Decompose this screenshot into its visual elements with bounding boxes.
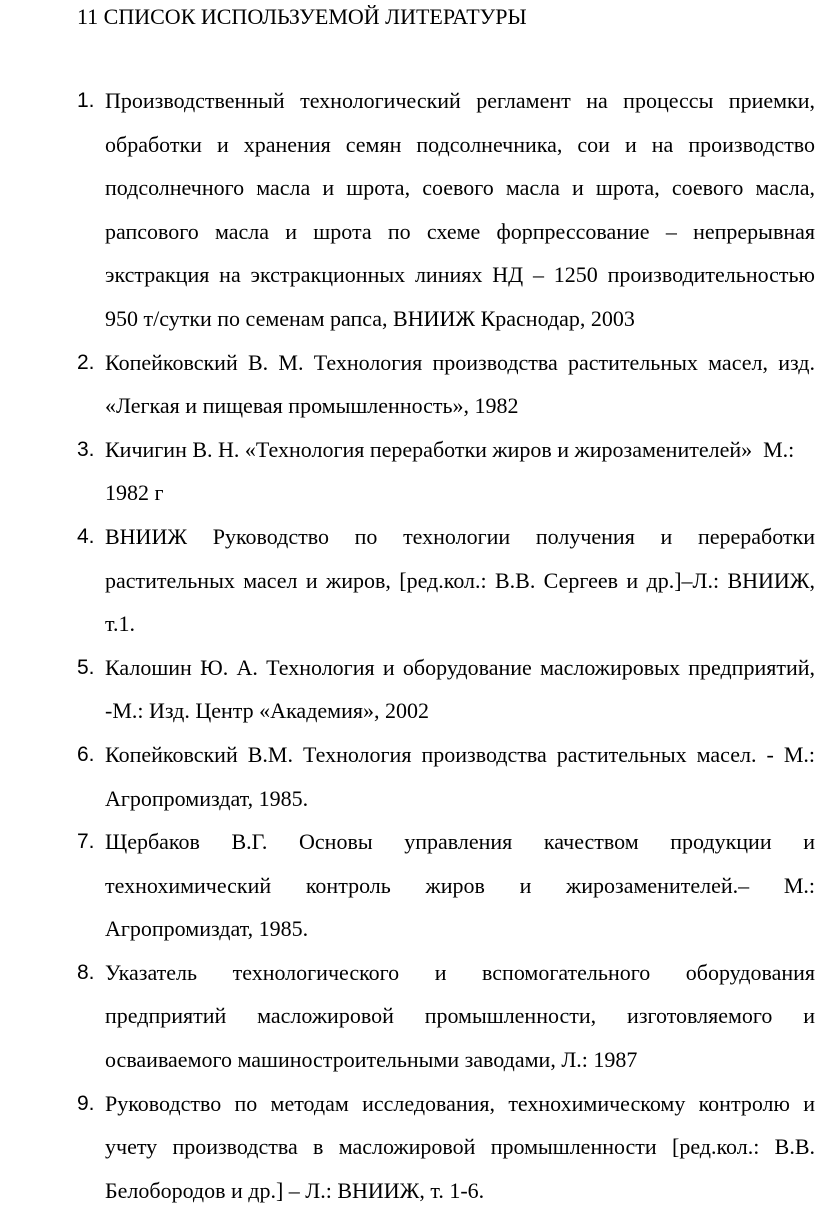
reference-item [77,341,815,428]
reference-number: 2. [77,350,95,374]
reference-item [77,733,815,820]
reference-text: ВНИИЖ Руководство по технологии получения и переработки растительных масел и жиров, [ред.кол.: В.В. Сергеев и др.]–Л.: ВНИИЖ, т.1. [105,523,815,637]
reference-number: 7. [77,830,95,854]
reference-text: Указатель технологического и вспомогательного оборудования предприятий масложировой промышленности, изготовляемого и осваиваемого машиностроительными заводами, Л.: 1987 [105,959,815,1073]
reference-number: 1. [77,89,95,112]
reference-number: 9. [77,1091,95,1115]
reference-number: 6. [77,742,95,766]
reference-number: 8. [77,960,95,984]
reference-text: Копейковский В.М. Технология производства растительных масел. - М.: Агропромиздат, 1985. [105,741,815,811]
reference-item [77,951,815,1082]
reference-text: Кичигин В. Н. «Технология переработки жиров и жирозаменителей» М.: 1982 г [105,436,806,506]
page-title: 11 СПИСОК ИСПОЛЬЗУЕМОЙ ЛИТЕРАТУРЫ [77,4,527,29]
reference-text: Копейковский В. М. Технология производства растительных масел, изд. «Легкая и пищевая промышленность», 1982 [105,349,815,419]
reference-item [77,1082,815,1213]
reference-text: Щербаков В.Г. Основы управления качеством продукции и технохимический контроль жиров и жирозаменителей.– М.: Агропромиздат, 1985. [105,829,815,942]
reference-item [77,79,815,341]
reference-list [77,79,815,1212]
reference-number: 5. [77,655,95,679]
reference-number: 4. [77,524,95,548]
reference-item [77,515,815,646]
reference-text: Калошин Ю. А. Технология и оборудование масложировых предприятий, -М.: Изд. Центр «Академия», 2002 [105,654,815,724]
reference-text: Производственный технологический регламент на процессы приемки, обработки и хранения семян подсолнечника, сои и на производство подсолнечного масла и шрота, соевого масла и шрота, соевого масла, рапсового масла и шрота по схеме форпрессование – непрерывная экстракция на экстракционных линиях НД – 1250 производительностью 950 т/сутки по семенам рапса, ВНИИЖ Краснодар, 2003 [105,88,815,331]
reference-text: Руководство по методам исследования, технохимическому контролю и учету производства в масложировой промышленности [ред.кол.: В.В. Белобородов и др.] – Л.: ВНИИЖ, т. 1-6. [105,1090,815,1203]
reference-item [77,428,815,515]
reference-item [77,646,815,733]
reference-item [77,820,815,951]
reference-number: 3. [77,437,95,461]
